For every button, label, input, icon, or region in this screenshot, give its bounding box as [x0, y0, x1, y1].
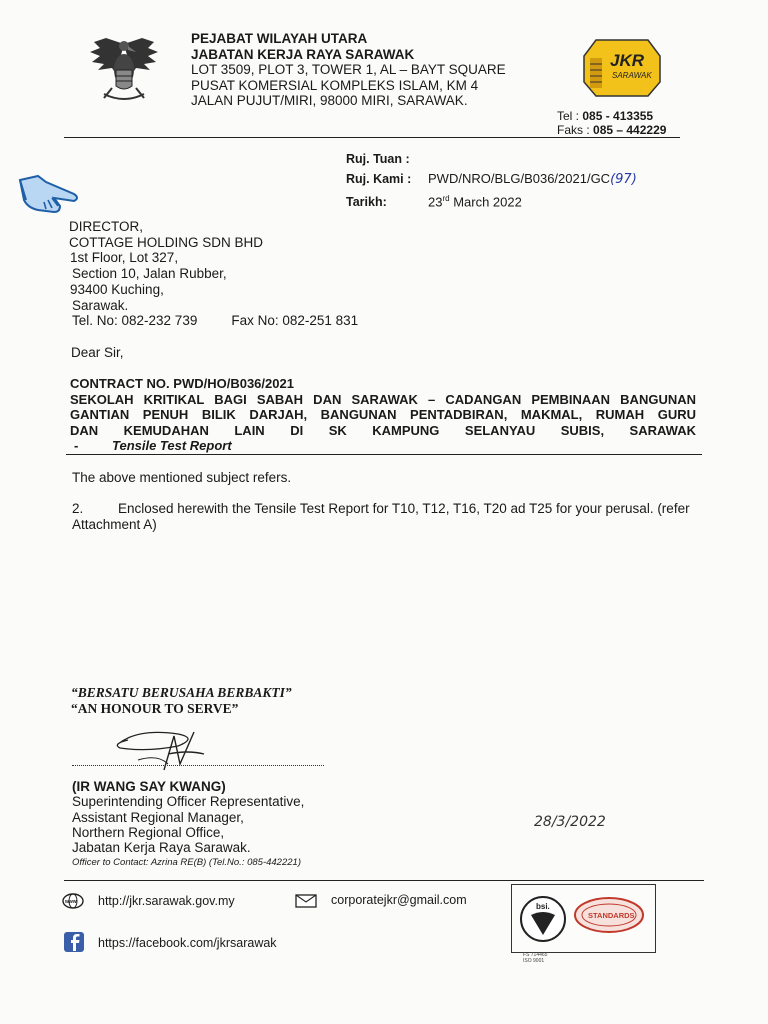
pointing-hand-icon	[16, 170, 86, 220]
tel-label: Tel :	[557, 109, 580, 123]
subject-block	[70, 376, 696, 454]
email-icon	[295, 893, 317, 909]
recipient-tel: Tel. No: 082-232 739	[72, 313, 198, 329]
fax-label: Faks :	[557, 123, 590, 137]
website-link[interactable]: http://jkr.sarawak.gov.my	[98, 894, 235, 908]
facebook-icon	[63, 931, 85, 953]
certification-caption: FS 714465 ISO 9001	[523, 952, 548, 964]
signature-line	[72, 765, 324, 766]
address-line: 93400 Kuching,	[70, 281, 164, 297]
address-line: PUSAT KOMERSIAL KOMPLEKS ISLAM, KM 4	[191, 77, 479, 93]
signature	[108, 724, 218, 776]
contract-number: CONTRACT NO. PWD/HO/B036/2021	[70, 376, 294, 391]
address-line: JALAN PUJUT/MIRI, 98000 MIRI, SARAWAK.	[191, 93, 468, 109]
signer-title: Jabatan Kerja Raya Sarawak.	[72, 840, 251, 856]
signer-title: Northern Regional Office,	[72, 824, 225, 840]
handwritten-date	[532, 808, 662, 838]
motto-line-1: “BERSATU BERUSAHA BERBAKTI”	[71, 685, 292, 700]
reference-block	[346, 150, 637, 212]
bsi-mark-icon	[519, 895, 567, 943]
subject-line: DAN KEMUDAHAN LAIN DI SK KAMPUNG SELANYAU SUBIS, SARAWAK	[70, 422, 696, 438]
subject-dash: -	[74, 438, 79, 453]
svg-text:28/3/2022: 28/3/2022	[534, 814, 606, 830]
jkr-logo	[582, 38, 662, 98]
salutation: Dear Sir,	[71, 345, 124, 360]
subject-subtitle: Tensile Test Report	[112, 438, 232, 453]
subject-underline	[66, 454, 702, 455]
standards-mark-icon	[572, 895, 646, 939]
officer-contact: Officer to Contact: Azrina RE(B) (Tel.No.: 085-442221)	[72, 857, 301, 869]
signer-name: (IR WANG SAY KWANG)	[72, 779, 226, 794]
ruj-kami-label: Ruj. Kami :	[346, 172, 412, 186]
sarawak-crest-icon	[86, 34, 162, 108]
address-line: Sarawak.	[72, 297, 129, 313]
motto-line-2: “AN HONOUR TO SERVE”	[71, 701, 239, 716]
svg-text:STANDARDS: STANDARDS	[588, 911, 635, 920]
paragraph-number: 2.	[72, 501, 84, 516]
email-link[interactable]: corporatejkr@gmail.com	[331, 893, 467, 907]
department-name: JABATAN KERJA RAYA SARAWAK	[191, 46, 415, 62]
subject-line: SEKOLAH KRITIKAL BAGI SABAH DAN SARAWAK – CADANGAN PEMBINAAN BANGUNAN	[70, 391, 696, 407]
signer-title: Assistant Regional Manager,	[72, 809, 244, 825]
address-line: 1st Floor, Lot 327,	[70, 250, 179, 266]
office-name: PEJABAT WILAYAH UTARA	[191, 31, 368, 46]
recipient-fax: Fax No: 082-251 831	[231, 313, 359, 329]
svg-text:www: www	[65, 899, 77, 905]
address-line: COTTAGE HOLDING SDN BHD	[69, 234, 264, 250]
address-line: Section 10, Jalan Rubber,	[72, 266, 227, 282]
signer-block	[72, 779, 304, 871]
tarikh-value: 23rd March 2022	[428, 194, 522, 210]
logo-text: JKR	[610, 51, 645, 70]
certification-box	[511, 884, 656, 953]
ruj-tuan-label: Ruj. Tuan :	[346, 152, 410, 166]
globe-icon	[62, 893, 84, 909]
svg-text:bsi.: bsi.	[536, 902, 550, 911]
subject-line: GANTIAN PENUH BILIK DARJAH, BANGUNAN PENTADBIRAN, MAKMAL, RUMAH GURU	[70, 407, 696, 422]
motto	[71, 685, 292, 717]
fax-value: 085 – 442229	[593, 123, 667, 137]
header-divider	[64, 137, 680, 138]
signer-title: Superintending Officer Representative,	[72, 794, 305, 810]
address-line: DIRECTOR,	[69, 219, 144, 234]
ruj-kami-value: PWD/NRO/BLG/B036/2021/GC	[428, 171, 611, 186]
tel-value: 085 - 413355	[582, 109, 654, 123]
footer-divider	[64, 880, 704, 881]
facebook-link[interactable]: https://facebook.com/jkrsarawak	[98, 936, 277, 950]
address-line: LOT 3509, PLOT 3, TOWER 1, AL – BAYT SQUARE	[191, 62, 506, 78]
paragraph-2	[72, 501, 700, 533]
paragraph-1: The above mentioned subject refers.	[72, 470, 292, 485]
ruj-kami-handwritten: (97)	[610, 172, 637, 187]
recipient-address	[69, 219, 358, 329]
paragraph-text: Enclosed herewith the Tensile Test Report for T10, T12, T16, T20 ad T25 for your perusal. (refer Attachment A)	[72, 501, 690, 532]
tarikh-label: Tarikh:	[346, 195, 387, 210]
logo-subtext: SARAWAK	[612, 71, 652, 80]
letterhead	[191, 31, 506, 109]
contact-numbers	[557, 109, 666, 137]
